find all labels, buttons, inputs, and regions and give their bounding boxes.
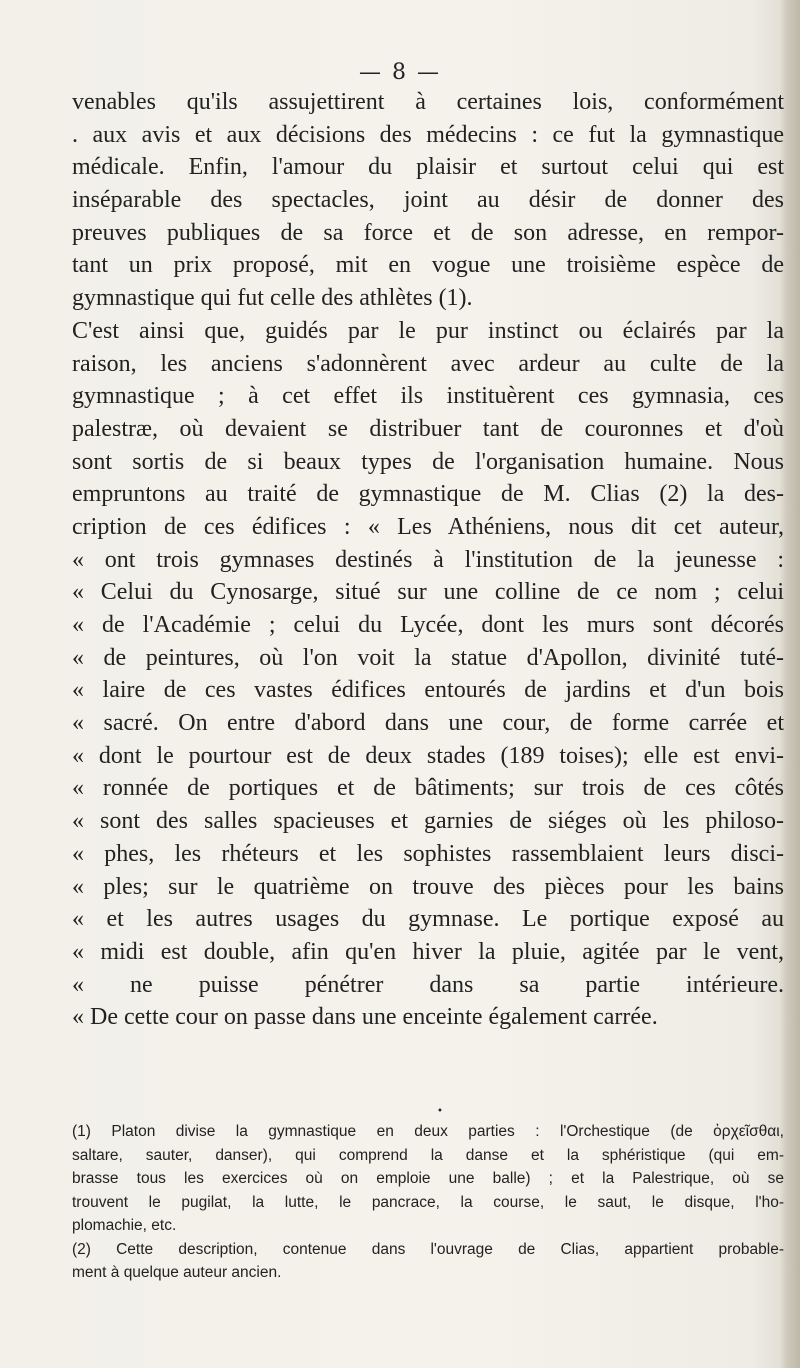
text-line: raison, les anciens s'adonnèrent avec ardeur au culte de la	[72, 350, 784, 377]
footnotes	[72, 1120, 784, 1285]
text-line: « ronnée de portiques et de bâtiments; sur trois de ces côtés	[72, 775, 784, 802]
text-line: venables qu'ils assujettirent à certaines lois, conformément	[72, 89, 784, 115]
text-line: C'est ainsi que, guidés par le pur instinct ou éclairés par la	[72, 317, 784, 344]
footnote-line: (1) Platon divise la gymnastique en deux parties : l'Orchestique (de ὀρχεῖσθαι,	[72, 1123, 784, 1140]
footnote-line: (2) Cette description, contenue dans l'ouvrage de Clias, appartient probable-	[72, 1240, 784, 1258]
text-line: « laire de ces vastes édifices entourés de jardins et d'un bois	[72, 677, 784, 704]
text-line: « phes, les rhéteurs et les sophistes rassemblaient leurs disci-	[72, 840, 784, 867]
footnote-line: plomachie, etc.	[72, 1217, 177, 1234]
text-line: . aux avis et aux décisions des médecins : ce fut la gymnastique	[72, 121, 784, 148]
separator-mark: •	[437, 1106, 443, 1117]
text-line: cription de ces édifices : « Les Athéniens, nous dit cet auteur,	[72, 513, 784, 540]
text-line: empruntons au traité de gymnastique de M. Clias (2) la des-	[72, 481, 784, 508]
text-line: « sacré. On entre d'abord dans une cour, de forme carrée et	[72, 710, 784, 737]
main-text	[72, 86, 784, 1034]
text-line: « de l'Académie ; celui du Lycée, dont les murs sont décorés	[72, 612, 784, 638]
text-line: preuves publiques de sa force et de son adresse, en rempor-	[72, 219, 784, 246]
text-line: « de peintures, où l'on voit la statue d'Apollon, divinité tuté-	[72, 644, 784, 671]
text-line: gymnastique ; à cet effet ils instituèrent ces gymnasia, ces	[72, 383, 784, 410]
text-line: « midi est double, afin qu'en hiver la pluie, agitée par le vent,	[72, 938, 784, 965]
text-line: inséparable des spectacles, joint au désir de donner des	[72, 187, 784, 214]
text-line: « sont des salles spacieuses et garnies de siéges où les philoso-	[72, 808, 784, 835]
text-line: « ples; sur le quatrième on trouve des pièces pour les bains	[72, 873, 784, 900]
text-line: « et les autres usages du gymnase. Le portique exposé au	[72, 906, 784, 933]
footnote-line: ment à quelque auteur ancien.	[72, 1264, 282, 1281]
footnote-line: saltare, sauter, danser), qui comprend la danse et la sphéristique (qui em-	[72, 1146, 784, 1164]
page-number: — 8 —	[359, 60, 441, 85]
text-line: « ont trois gymnases destinés à l'institution de la jeunesse :	[72, 546, 784, 573]
text-line: sont sortis de si beaux types de l'organisation humaine. Nous	[72, 448, 784, 475]
text-line: « Celui du Cynosarge, situé sur une colline de ce nom ; celui	[72, 579, 784, 606]
text-line: « ne puisse pénétrer dans sa partie intérieure.	[72, 971, 784, 998]
footnote-line: brasse tous les exercices où on emploie une balle) ; et la Palestrique, où se	[72, 1170, 784, 1187]
text-line: gymnastique qui fut celle des athlètes (1).	[72, 285, 473, 312]
text-line: tant un prix proposé, mit en vogue une troisième espèce de	[72, 252, 784, 279]
text-line: « dont le pourtour est de deux stades (189 toises); elle est envi-	[72, 742, 784, 769]
footnote-line: trouvent le pugilat, la lutte, le pancrace, la course, le saut, le disque, l'ho-	[72, 1193, 784, 1211]
text-line: « De cette cour on passe dans une enceinte également carrée.	[72, 1004, 658, 1031]
text-line: médicale. Enfin, l'amour du plaisir et surtout celui qui est	[72, 154, 784, 181]
text-line: palestræ, où devaient se distribuer tant de couronnes et d'où	[72, 415, 784, 442]
